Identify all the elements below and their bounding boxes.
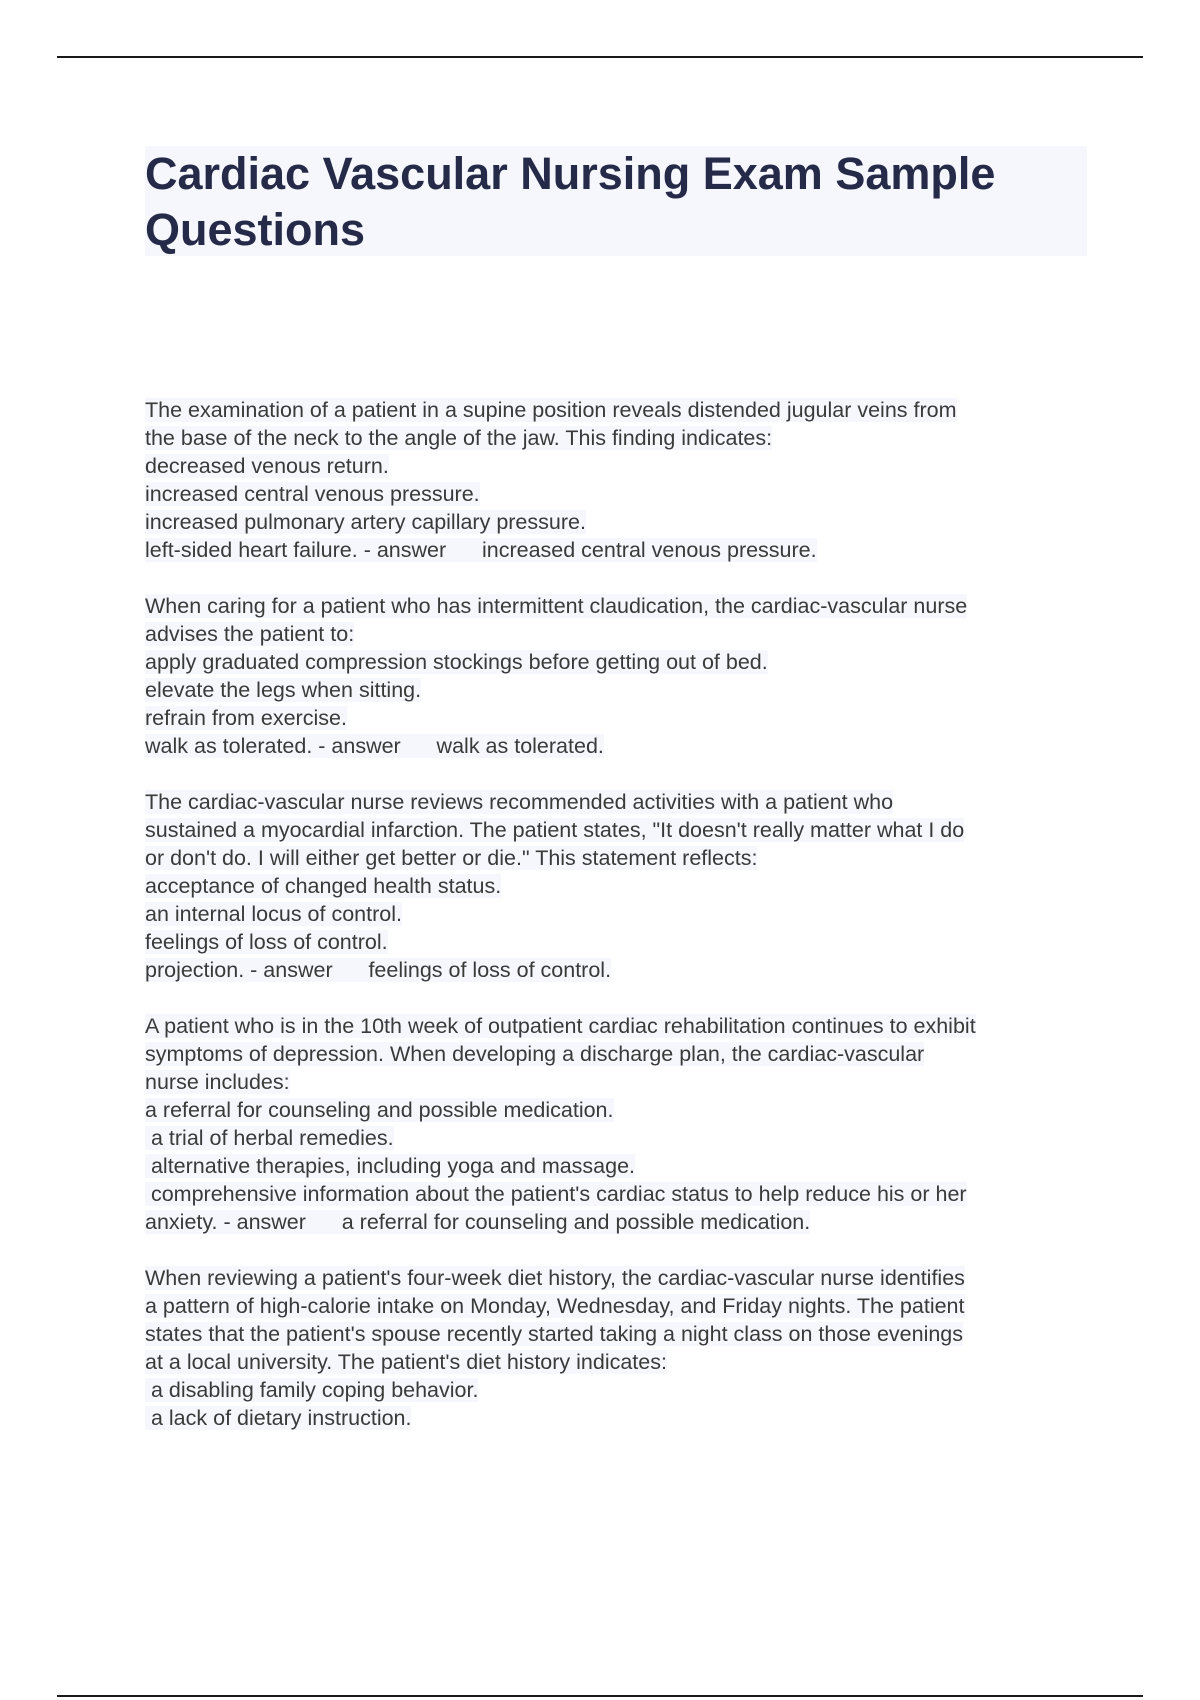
question-line-text: increased pulmonary artery capillary pressure. xyxy=(145,510,586,534)
question-line xyxy=(145,1376,1105,1404)
question-line xyxy=(145,1264,1105,1292)
question-line-text: the base of the neck to the angle of the jaw. This finding indicates: xyxy=(145,426,773,450)
question-line-text: increased central venous pressure. xyxy=(145,482,480,506)
question-line-text: sustained a myocardial infarction. The patient states, "It doesn't really matter what I do xyxy=(145,818,965,842)
question-line-text: a lack of dietary instruction. xyxy=(145,1406,412,1430)
question-line-text: nurse includes: xyxy=(145,1070,290,1094)
question-line xyxy=(145,788,1105,816)
question-line xyxy=(145,396,1105,424)
question-line xyxy=(145,732,1105,760)
question-line-text: a pattern of high-calorie intake on Monday, Wednesday, and Friday nights. The patient xyxy=(145,1294,965,1318)
document-title: Cardiac Vascular Nursing Exam Sample Questions xyxy=(145,148,996,255)
question-block xyxy=(145,1264,1105,1432)
question-list xyxy=(145,396,1105,1460)
question-line-text: acceptance of changed health status. xyxy=(145,874,502,898)
question-line-text: a disabling family coping behavior. xyxy=(145,1378,479,1402)
question-line xyxy=(145,676,1105,704)
question-line-text: walk as tolerated. - answer walk as tolerated. xyxy=(145,734,604,758)
question-line-text: advises the patient to: xyxy=(145,622,355,646)
question-line-text: When caring for a patient who has intermittent claudication, the cardiac-vascular nurse xyxy=(145,594,968,618)
question-line xyxy=(145,704,1105,732)
bottom-rule xyxy=(57,1695,1143,1697)
top-rule xyxy=(57,56,1143,58)
question-line-text: decreased venous return. xyxy=(145,454,389,478)
question-block xyxy=(145,396,1105,564)
question-line-text: The cardiac-vascular nurse reviews recommended activities with a patient who xyxy=(145,790,894,814)
question-line xyxy=(145,1292,1105,1320)
question-line xyxy=(145,872,1105,900)
question-line xyxy=(145,844,1105,872)
question-line xyxy=(145,452,1105,480)
title-box xyxy=(145,146,1087,256)
question-line-text: comprehensive information about the patient's cardiac status to help reduce his or her xyxy=(145,1182,967,1206)
question-line xyxy=(145,592,1105,620)
question-line xyxy=(145,928,1105,956)
question-line xyxy=(145,1404,1105,1432)
question-line-text: elevate the legs when sitting. xyxy=(145,678,422,702)
question-block xyxy=(145,1012,1105,1236)
question-line xyxy=(145,1208,1105,1236)
question-line-text: a referral for counseling and possible medication. xyxy=(145,1098,614,1122)
question-line-text: A patient who is in the 10th week of outpatient cardiac rehabilitation continues to exhibit xyxy=(145,1014,976,1038)
question-line xyxy=(145,536,1105,564)
question-line-text: anxiety. - answer a referral for counseling and possible medication. xyxy=(145,1210,811,1234)
question-line-text: states that the patient's spouse recently started taking a night class on those evenings xyxy=(145,1322,964,1346)
question-block xyxy=(145,592,1105,760)
question-line xyxy=(145,424,1105,452)
question-line xyxy=(145,1152,1105,1180)
question-line-text: an internal locus of control. xyxy=(145,902,402,926)
question-line xyxy=(145,1348,1105,1376)
question-line xyxy=(145,1096,1105,1124)
question-line-text: feelings of loss of control. xyxy=(145,930,388,954)
question-line xyxy=(145,1180,1105,1208)
question-line xyxy=(145,1012,1105,1040)
question-line-text: projection. - answer feelings of loss of control. xyxy=(145,958,612,982)
question-line-text: When reviewing a patient's four-week diet history, the cardiac-vascular nurse identifies xyxy=(145,1266,965,1290)
question-line xyxy=(145,1068,1105,1096)
question-line xyxy=(145,816,1105,844)
question-line-text: The examination of a patient in a supine position reveals distended jugular veins from xyxy=(145,398,957,422)
question-line xyxy=(145,1320,1105,1348)
question-line-text: alternative therapies, including yoga and massage. xyxy=(145,1154,636,1178)
question-line xyxy=(145,648,1105,676)
question-line xyxy=(145,480,1105,508)
question-line xyxy=(145,1040,1105,1068)
question-line-text: symptoms of depression. When developing a discharge plan, the cardiac-vascular xyxy=(145,1042,925,1066)
question-line-text: left-sided heart failure. - answer increased central venous pressure. xyxy=(145,538,817,562)
question-line xyxy=(145,956,1105,984)
question-line-text: apply graduated compression stockings before getting out of bed. xyxy=(145,650,768,674)
question-line xyxy=(145,508,1105,536)
question-line-text: refrain from exercise. xyxy=(145,706,347,730)
question-line xyxy=(145,620,1105,648)
question-line xyxy=(145,900,1105,928)
question-line xyxy=(145,1124,1105,1152)
question-line-text: at a local university. The patient's diet history indicates: xyxy=(145,1350,667,1374)
question-line-text: a trial of herbal remedies. xyxy=(145,1126,394,1150)
question-line-text: or don't do. I will either get better or die." This statement reflects: xyxy=(145,846,758,870)
question-block xyxy=(145,788,1105,984)
